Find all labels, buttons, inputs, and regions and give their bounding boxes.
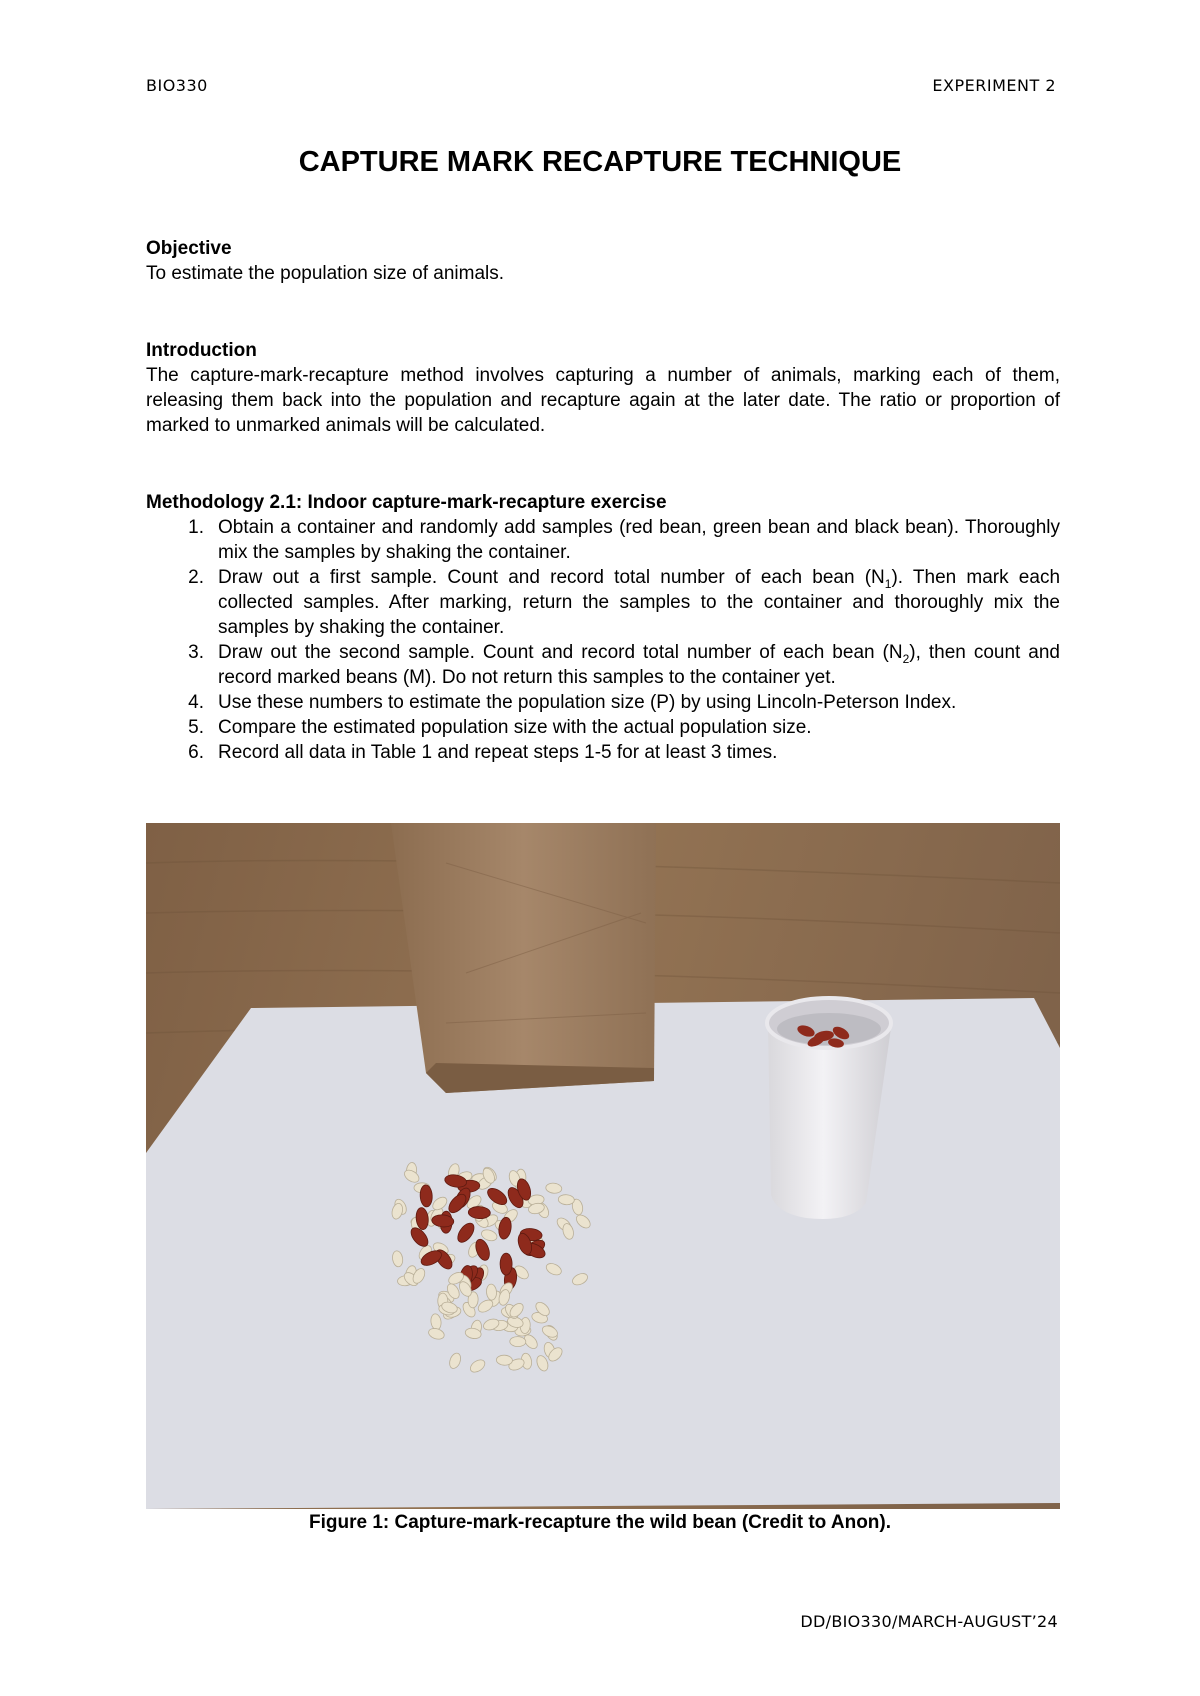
step-text: Use these numbers to estimate the population size (P) by using Lincoln-Peterson Index. [218, 692, 957, 713]
subscript: 1 [884, 576, 892, 591]
footer-course-session: DD/BIO330/MARCH-AUGUST’24 [800, 1612, 1058, 1631]
step-number: 2. [188, 567, 204, 588]
introduction-text: The capture-mark-recapture method involves capturing a number of animals, marking each of them, releasing them back into the population and recapture again at the later date. The ratio or proportion of marked to unmarked animals will be calculated. [146, 365, 1060, 436]
methodology-steps [146, 515, 1060, 765]
objective-section [146, 236, 1060, 286]
step-text: Record all data in Table 1 and repeat steps 1-5 for at least 3 times. [218, 742, 778, 763]
list-item [146, 515, 1060, 565]
step-number: 4. [188, 692, 204, 713]
step-text [218, 640, 1060, 690]
list-item [146, 715, 1060, 740]
subscript: 2 [902, 651, 910, 666]
figure-photo [146, 823, 1060, 1509]
step-number: 6. [188, 742, 204, 763]
list-item [146, 740, 1060, 765]
step-number: 5. [188, 717, 204, 738]
paper-bag [391, 823, 656, 1093]
header-course-code: BIO330 [146, 76, 208, 95]
list-item [146, 565, 1060, 640]
figure-caption: Figure 1: Capture-mark-recapture the wild bean (Credit to Anon). [308, 1512, 892, 1533]
step-number: 3. [188, 642, 204, 663]
step-text-part: Draw out the second sample. Count and record total number of each bean (N [218, 642, 903, 663]
step-text-part: Draw out a first sample. Count and record total number of each bean (N [218, 567, 885, 588]
list-item [146, 640, 1060, 690]
step-text: Obtain a container and randomly add samples (red bean, green bean and black bean). Thoroughly mix the samples by shaking the container. [218, 517, 1060, 563]
list-item [146, 690, 1060, 715]
page-title: CAPTURE MARK RECAPTURE TECHNIQUE [298, 146, 902, 178]
objective-text: To estimate the population size of animals. [146, 263, 505, 284]
introduction-section [146, 338, 1060, 438]
header-experiment-number: EXPERIMENT 2 [932, 76, 1056, 95]
objective-heading: Objective [146, 238, 232, 259]
introduction-heading: Introduction [146, 340, 257, 361]
step-text: Compare the estimated population size with the actual population size. [218, 717, 812, 738]
step-text-part: ). Then mark each collected samples. After marking, return the samples to the container and thoroughly mix the samples by shaking the container. [218, 567, 1061, 638]
step-text-part: ), then count and record marked beans (M). Do not return this samples to the container yet. [218, 642, 1060, 688]
methodology-heading: Methodology 2.1: Indoor capture-mark-recapture exercise [146, 492, 667, 513]
methodology-section [146, 490, 1060, 765]
step-number: 1. [188, 517, 204, 538]
step-text [218, 565, 1060, 640]
